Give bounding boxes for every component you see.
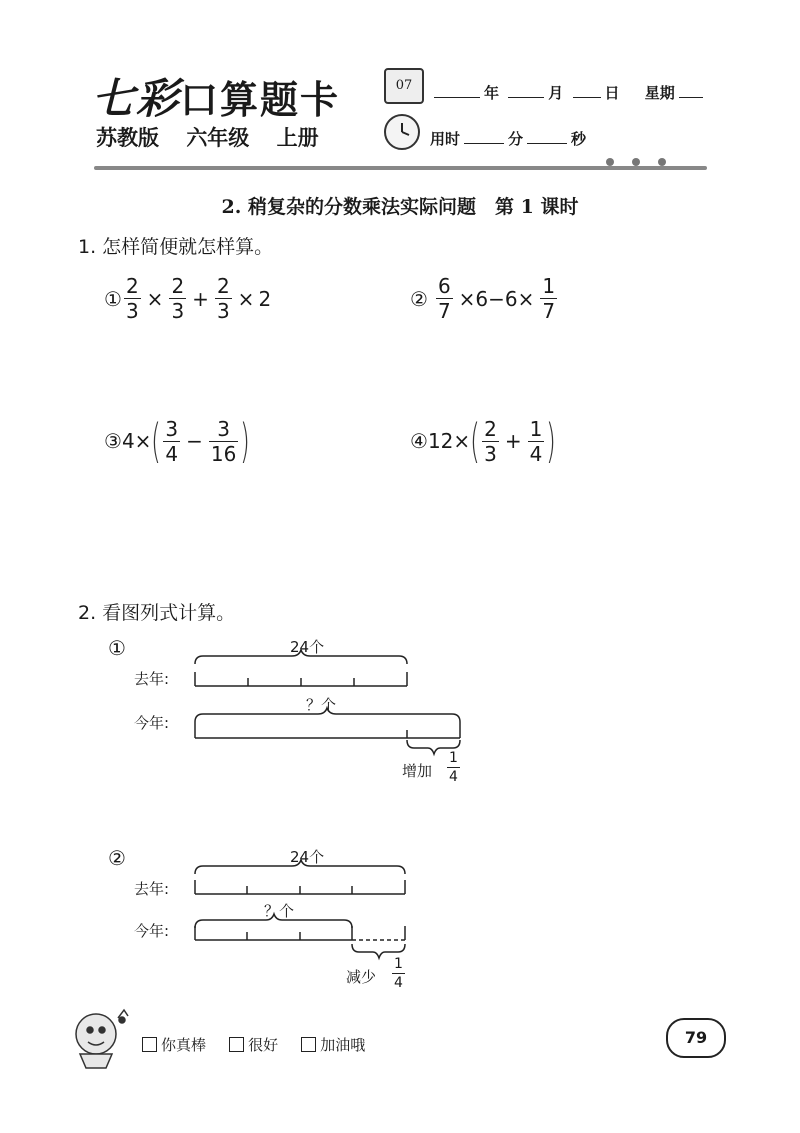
problem-number: ② (410, 286, 428, 311)
left-paren: ( (151, 414, 162, 468)
option-keep-going-label: 加油哦 (320, 1036, 366, 1054)
numerator: 2 (125, 274, 139, 298)
checkbox[interactable] (142, 1037, 157, 1052)
denominator: 3 (171, 299, 185, 323)
minutes-label: 分 (508, 130, 524, 148)
day-label: 日 (604, 84, 620, 102)
option-good[interactable] (229, 1034, 278, 1055)
checkbox[interactable] (229, 1037, 244, 1052)
denominator: 4 (529, 441, 543, 466)
right-paren: ) (546, 414, 557, 468)
option-keep-going[interactable] (301, 1034, 365, 1055)
problem-number: ④ (410, 429, 428, 453)
diagram-1-number: ① (108, 636, 126, 660)
seconds-label: 秒 (571, 130, 587, 148)
cartoon-mascot-icon (66, 1004, 136, 1070)
diagram-2-decrease-brace (352, 944, 405, 958)
left-paren: ( (470, 414, 481, 468)
denominator: 3 (484, 441, 497, 466)
year-label: 年 (484, 84, 500, 102)
brand-title: 口算题卡 (180, 78, 341, 122)
q1-title: 1. 怎样简便就怎样算。 (78, 236, 274, 258)
diagram-1-last-year-label: 去年: (134, 670, 170, 688)
denominator: 16 (210, 441, 237, 466)
month-label: 月 (548, 84, 564, 102)
volume: 上册 (276, 126, 319, 150)
diagram-2-this-year-brace (195, 914, 352, 928)
numerator: 1 (394, 956, 403, 972)
denominator: 7 (437, 299, 451, 323)
denominator: 4 (165, 441, 179, 466)
diagram-2-last-year-label: 去年: (134, 880, 170, 898)
evaluation-options (142, 1034, 383, 1056)
diagram-2-change-label: 减少 (346, 968, 377, 986)
diagram-2-this-year-label: 今年: (134, 922, 170, 940)
right-paren: ) (240, 414, 251, 468)
operator: × (146, 286, 164, 311)
diagram-2-unknown: ？个 (264, 902, 295, 920)
numerator: 3 (217, 416, 230, 441)
q2-title: 2. 看图列式计算。 (78, 602, 236, 624)
diagram-1-unknown: ？个 (306, 696, 337, 714)
checkbox[interactable] (301, 1037, 316, 1052)
option-great-label: 你真棒 (161, 1036, 207, 1054)
diagram-2-top-brace (195, 860, 405, 874)
numerator: 1 (542, 274, 556, 298)
option-great[interactable] (142, 1034, 206, 1055)
diagram-2-total: 24个 (290, 848, 325, 866)
problem-number: ① (104, 286, 122, 311)
problem-number: ③ (104, 429, 122, 453)
option-good-label: 很好 (248, 1036, 279, 1054)
numerator: 1 (449, 750, 458, 766)
numerator: 1 (529, 416, 543, 441)
lesson-title: 2. 稍复杂的分数乘法实际问题 第 1 课时 (221, 196, 579, 218)
denominator: 7 (542, 299, 556, 323)
grade: 六年级 (186, 126, 250, 150)
diagram-1-change-label: 增加 (402, 762, 433, 780)
edition: 苏教版 (96, 126, 159, 150)
weekday-label: 星期 (644, 84, 675, 102)
operator: ×6−6× (458, 286, 535, 311)
operator: − (186, 429, 203, 453)
lead-term: 12× (427, 429, 471, 453)
operator: + (192, 286, 209, 311)
lead-term: 4× (121, 429, 152, 453)
numerator: 2 (171, 274, 185, 298)
numerator: 3 (165, 416, 179, 441)
numerator: 2 (484, 416, 497, 441)
page-number: 79 (666, 1018, 726, 1058)
time-used-label: 用时 (430, 130, 461, 148)
diagram-1-total: 24个 (290, 638, 325, 656)
calendar-day: 07 (395, 78, 413, 93)
numerator: 2 (216, 274, 230, 298)
denominator: 3 (125, 299, 139, 323)
operator: × (237, 286, 255, 311)
numerator: 6 (437, 274, 451, 298)
brand-qicai: 七彩 (92, 74, 181, 123)
diagram-2-number: ② (108, 846, 126, 870)
denominator: 4 (449, 769, 458, 785)
operator: + (504, 429, 522, 453)
diagram-1-this-year-label: 今年: (134, 714, 170, 732)
number: 2 (258, 286, 272, 311)
denominator: 4 (394, 975, 403, 991)
denominator: 3 (216, 299, 230, 323)
